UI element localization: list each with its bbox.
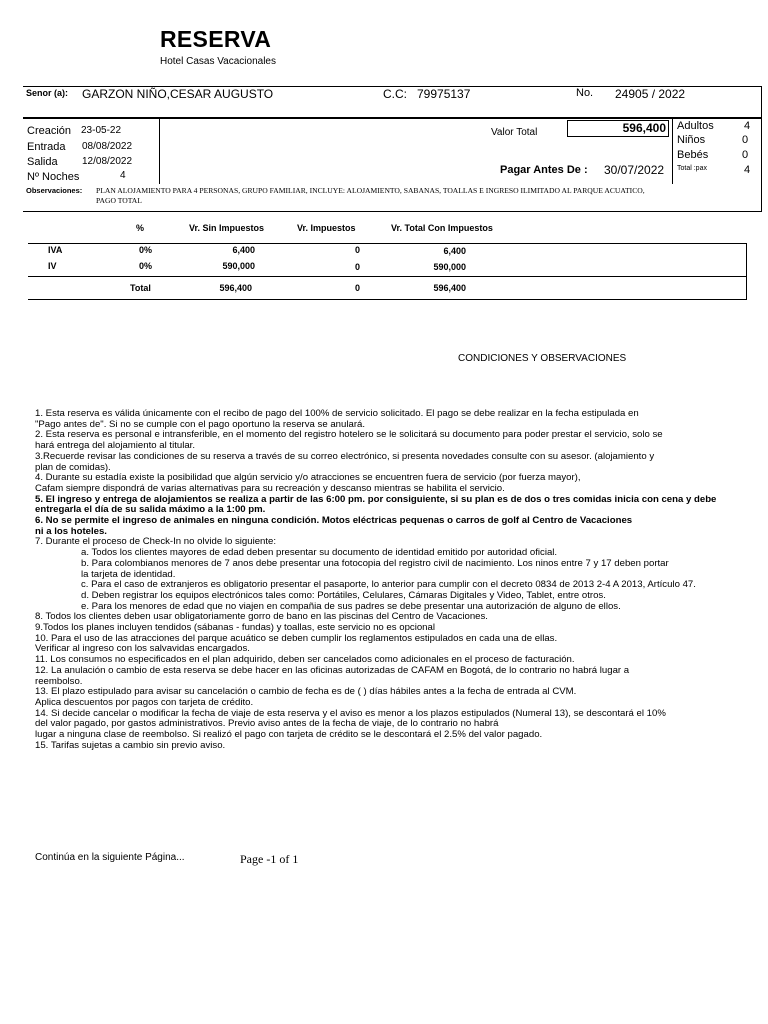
tax-total-con: 590,000	[433, 262, 466, 272]
tax-name: IVA	[48, 245, 63, 255]
table-divider	[28, 276, 746, 277]
condition-line: "Pago antes de". Si no se cumple con el pago oportuno la reserva se anulará.	[35, 418, 366, 430]
condition-line: 4. Durante su estadía existe la posibilidad que algún servicio y/o atracciones se encuentren fuera de servicio (por fuerza mayor),	[35, 472, 581, 484]
creacion-label: Creación	[27, 125, 72, 137]
condition-line: plan de comidas).	[35, 461, 111, 473]
divider-vertical	[159, 119, 160, 184]
noches-label: Nº Noches	[27, 171, 80, 183]
condition-line: d. Deben registrar los equipos electrónicos tales como: Portátiles, Celulares, Cámaras Digitales y Video, Tablet, entre otros.	[81, 589, 606, 601]
tax-sin-impuestos: 6,400	[232, 245, 255, 255]
tax-name: IV	[48, 261, 57, 271]
conditions-list	[35, 409, 755, 752]
pagar-antes-label: Pagar Antes De :	[500, 164, 588, 176]
condition-line: 9.Todos los planes incluyen tendidos (sábanas - fundas) y toallas, este servicio no es opcional	[35, 622, 435, 634]
tax-pct: 0%	[139, 245, 153, 255]
condition-line: ni a los hoteles.	[35, 525, 107, 537]
valor-total-label: Valor Total	[491, 127, 538, 138]
page-number: Page -1 of 1	[240, 852, 299, 866]
tax-impuestos: 0	[354, 245, 360, 255]
col-header-total-con-impuestos: Vr. Total Con Impuestos	[391, 223, 493, 233]
tax-impuestos: 0	[354, 262, 360, 272]
cc-label: C.C:	[383, 87, 407, 101]
total-pax-label: Total :pax	[677, 165, 707, 172]
condition-line: e. Para los menores de edad que no viajen en compañia de sus padres se debe presentar una autorización de alguno de ellos.	[81, 600, 621, 612]
col-header-sin-impuestos: Vr. Sin Impuestos	[189, 223, 265, 233]
creacion-value: 23-05-22	[81, 125, 122, 136]
conditions-title: CONDICIONES Y OBSERVACIONES	[458, 353, 627, 364]
senor-label: Senor (a):	[26, 88, 69, 98]
condition-line: 1. Esta reserva es válida únicamente con el recibo de pago del 100% de servicio solicitado. El pago se debe realizar en la fecha estipulada en	[35, 408, 639, 419]
hotel-name: Hotel Casas Vacacionales	[160, 56, 276, 67]
ninos-value: 0	[742, 134, 749, 146]
condition-line: Aplica descuentos por pagos con tarjeta de crédito.	[35, 696, 254, 708]
adultos-value: 4	[744, 120, 751, 132]
document-title: RESERVA	[160, 26, 272, 52]
ninos-label: Niños	[677, 134, 706, 146]
salida-value: 12/08/2022	[82, 156, 133, 167]
valor-total-value: 596,400	[622, 121, 666, 135]
tax-total-con: 6,400	[443, 246, 466, 256]
pagar-antes-value: 30/07/2022	[604, 163, 665, 177]
entrada-label: Entrada	[27, 141, 66, 153]
condition-line: 10. Para el uso de las atracciones del parque acuático se deben cumplir los reglamentos estipulados en cada una de ellas.	[35, 632, 558, 644]
col-header-impuestos: Vr. Impuestos	[297, 223, 356, 233]
salida-label: Salida	[27, 156, 58, 168]
condition-line: 3.Recuerde revisar las condiciones de su reserva a través de su correo electrónico, si presenta novedades consulte con su asesor. (alojamiento y	[35, 450, 655, 462]
condition-line: Verificar al ingreso con los salvavidas encargados.	[35, 643, 250, 655]
condition-line: del valor pagado, por gastos administrativos. Previo aviso antes de la fecha de viaje, de lo contrario no habrá	[35, 718, 499, 730]
noches-value: 4	[120, 170, 126, 181]
condition-line: b. Para colombianos menores de 7 anos debe presentar una fotocopia del registro civil de nacimiento. Los ninos entre 7 y 17 deben portar	[81, 557, 669, 569]
total-total-con: 596,400	[433, 283, 466, 293]
condition-line: 5. El ingreso y entrega de alojamientos se realiza a partir de las 6:00 pm. por consiguiente, si su plan es de dos o tres comidas inicia con cena y debe	[35, 493, 717, 505]
observaciones-label: Observaciones:	[26, 186, 83, 195]
condition-line: 2. Esta reserva es personal e intransferible, en el momento del registro hotelero se le solicitará su documento para poder prestar el servicio, solo se	[35, 429, 663, 441]
condition-line: a. Todos los clientes mayores de edad deben presentar su documento de identidad emitido por autoridad oficial.	[81, 547, 558, 559]
observaciones-line-2: PAGO TOTAL	[96, 196, 142, 205]
total-label: Total	[130, 283, 151, 293]
continue-note: Continúa en la siguiente Página...	[35, 852, 185, 863]
condition-line: 11. Los consumos no especificados en el plan adquirido, deben ser cancelados como adicionales en el proceso de facturación.	[35, 654, 575, 666]
condition-line: 12. La anulación o cambio de esta reserva se debe hacer en las oficinas autorizadas de CAFAM en Bogotá, de lo contrario no habrá lugar a	[35, 664, 630, 676]
condition-line: 8. Todos los clientes deben usar obligatoriamente gorro de bano en las piscinas del Centro de Vacaciones.	[35, 611, 488, 623]
reservation-no-label: No.	[576, 87, 594, 99]
condition-line: 13. El plazo estipulado para avisar su cancelación o cambio de fecha es de ( ) días hábiles antes a la fecha de entrada al CVM.	[35, 686, 577, 698]
cc-value: 79975137	[417, 87, 471, 101]
condition-line: c. Para el caso de extranjeros es obligatorio presentar el pasaporte, lo anterior para cumplir con el decreto 0834 de 2013 2-4 A 2013, Artículo 47.	[81, 579, 696, 591]
condition-line: 14. Si decide cancelar o modificar la fecha de viaje de esta reserva y el aviso es menor a los plazos estipulados (Numeral 13), se descontará el 10%	[35, 707, 666, 719]
entrada-value: 08/08/2022	[82, 141, 133, 152]
total-impuestos: 0	[354, 283, 360, 293]
condition-line: entregarla el día de su salida máximo a la 1:00 pm.	[35, 504, 266, 516]
total-sin-impuestos: 596,400	[219, 283, 252, 293]
condition-line: 15. Tarifas sujetas a cambio sin previo aviso.	[35, 739, 226, 751]
bebes-value: 0	[742, 149, 749, 161]
reservation-no-value: 24905 / 2022	[615, 87, 686, 101]
col-header-pct: %	[136, 223, 145, 233]
total-pax-value: 4	[744, 164, 751, 176]
condition-line: Cafam siempre dispondrá de varias alternativas para su recreación y descanso mientras se habilita el servicio.	[35, 482, 505, 494]
tax-pct: 0%	[139, 261, 153, 271]
condition-line: 7. Durante el proceso de Check-In no olvide lo siguiente:	[35, 536, 277, 548]
observaciones-line-1: PLAN ALOJAMIENTO PARA 4 PERSONAS, GRUPO FAMILIAR, INCLUYE: ALOJAMIENTO, SABANAS, TOALLAS E INGRESO ILIMITADO AL PARQUE ACUATICO,	[96, 186, 645, 195]
condition-line: hará entrega del alojamiento al titular.	[35, 440, 195, 452]
guest-name: GARZON NIÑO,CESAR AUGUSTO	[82, 87, 274, 101]
divider-vertical	[672, 119, 673, 184]
condition-line: la tarjeta de identidad.	[81, 568, 176, 580]
adultos-label: Adultos	[677, 120, 714, 132]
condition-line: reembolso.	[35, 675, 83, 687]
tax-sin-impuestos: 590,000	[222, 261, 255, 271]
condition-line: lugar a ninguna clase de reembolso. Si realizó el pago con tarjeta de crédito se le descontará el 2.5% del valor pagado.	[35, 729, 543, 741]
bebes-label: Bebés	[677, 149, 709, 161]
condition-line: 6. No se permite el ingreso de animales en ninguna condición. Motos eléctricas pequenas o carros de golf al Centro de Vacaciones	[35, 515, 633, 527]
